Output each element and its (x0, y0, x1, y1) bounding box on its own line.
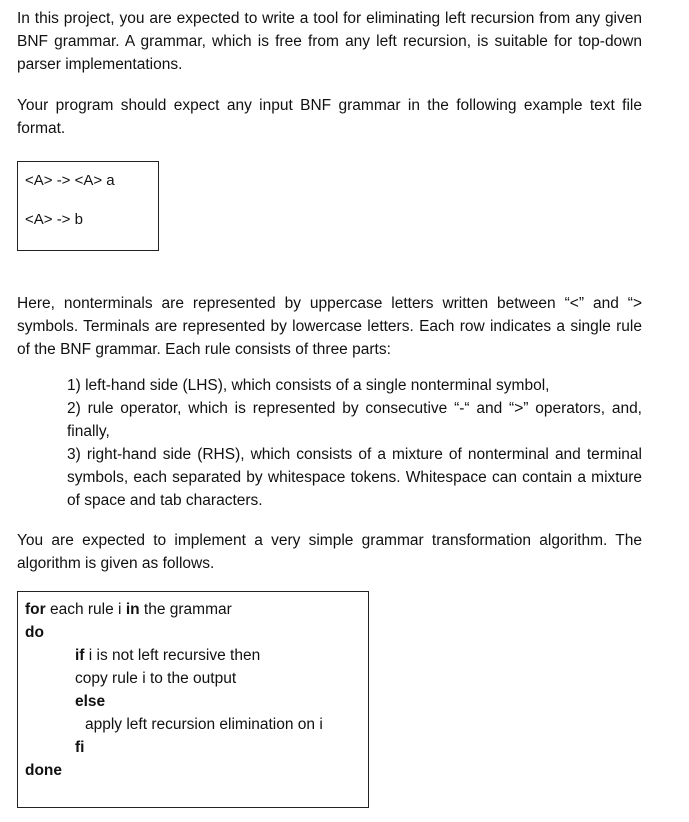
algo-line-done (25, 759, 368, 782)
algo-line-if (25, 644, 368, 667)
intro-paragraph: In this project, you are expected to write a tool for eliminating left recursion from any given BNF grammar. A grammar, which is free from any left recursion, is suitable for top-down parser implementations. (17, 10, 642, 73)
example-rule: <A> -> b (25, 211, 83, 228)
algo-line-apply (25, 713, 368, 736)
algo-line-do (25, 621, 368, 644)
rule-parts-list (67, 374, 642, 512)
if-text: i is not left recursive then (84, 647, 261, 664)
keyword-done: done (25, 762, 63, 779)
rule-part-item: 3) right-hand side (RHS), which consists of a mixture of nonterminal and terminal symbols, each separated by whitespace tokens. Whitespace can contain a mixture of space and tab characters. (67, 446, 642, 509)
for-text: each rule i (45, 601, 126, 618)
keyword-if: if (75, 647, 85, 664)
keyword-in: in (125, 601, 140, 618)
algorithm-box (17, 591, 369, 808)
algo-line-else (25, 690, 368, 713)
example-rule: <A> -> <A> a (25, 172, 115, 189)
copy-text: copy rule i to the output (75, 670, 237, 687)
apply-text: apply left recursion elimination on i (85, 716, 323, 733)
format-intro-paragraph: Your program should expect any input BNF grammar in the following example text file format. (17, 97, 642, 137)
rule-part-item: 1) left-hand side (LHS), which consists of a single nonterminal symbol, (67, 377, 550, 394)
keyword-else: else (75, 693, 106, 710)
for-text-end: the grammar (139, 601, 232, 618)
algo-line-copy (25, 667, 368, 690)
keyword-do: do (25, 624, 44, 641)
algo-line-fi (25, 736, 368, 759)
rule-part-item: 2) rule operator, which is represented by consecutive “-“ and “>” operators, and, finally, (67, 400, 642, 440)
keyword-fi: fi (75, 739, 85, 756)
algo-line-for (25, 598, 368, 621)
algorithm-intro-paragraph: You are expected to implement a very simple grammar transformation algorithm. The algorithm is given as follows. (17, 532, 642, 572)
document-page (17, 7, 642, 808)
keyword-for: for (25, 601, 46, 618)
description-paragraph: Here, nonterminals are represented by uppercase letters written between “<” and “> symbols. Terminals are represented by lowercase letters. Each row indicates a single rule of the BNF grammar. Each rule consists of three parts: (17, 295, 642, 358)
example-grammar-box (17, 161, 159, 251)
